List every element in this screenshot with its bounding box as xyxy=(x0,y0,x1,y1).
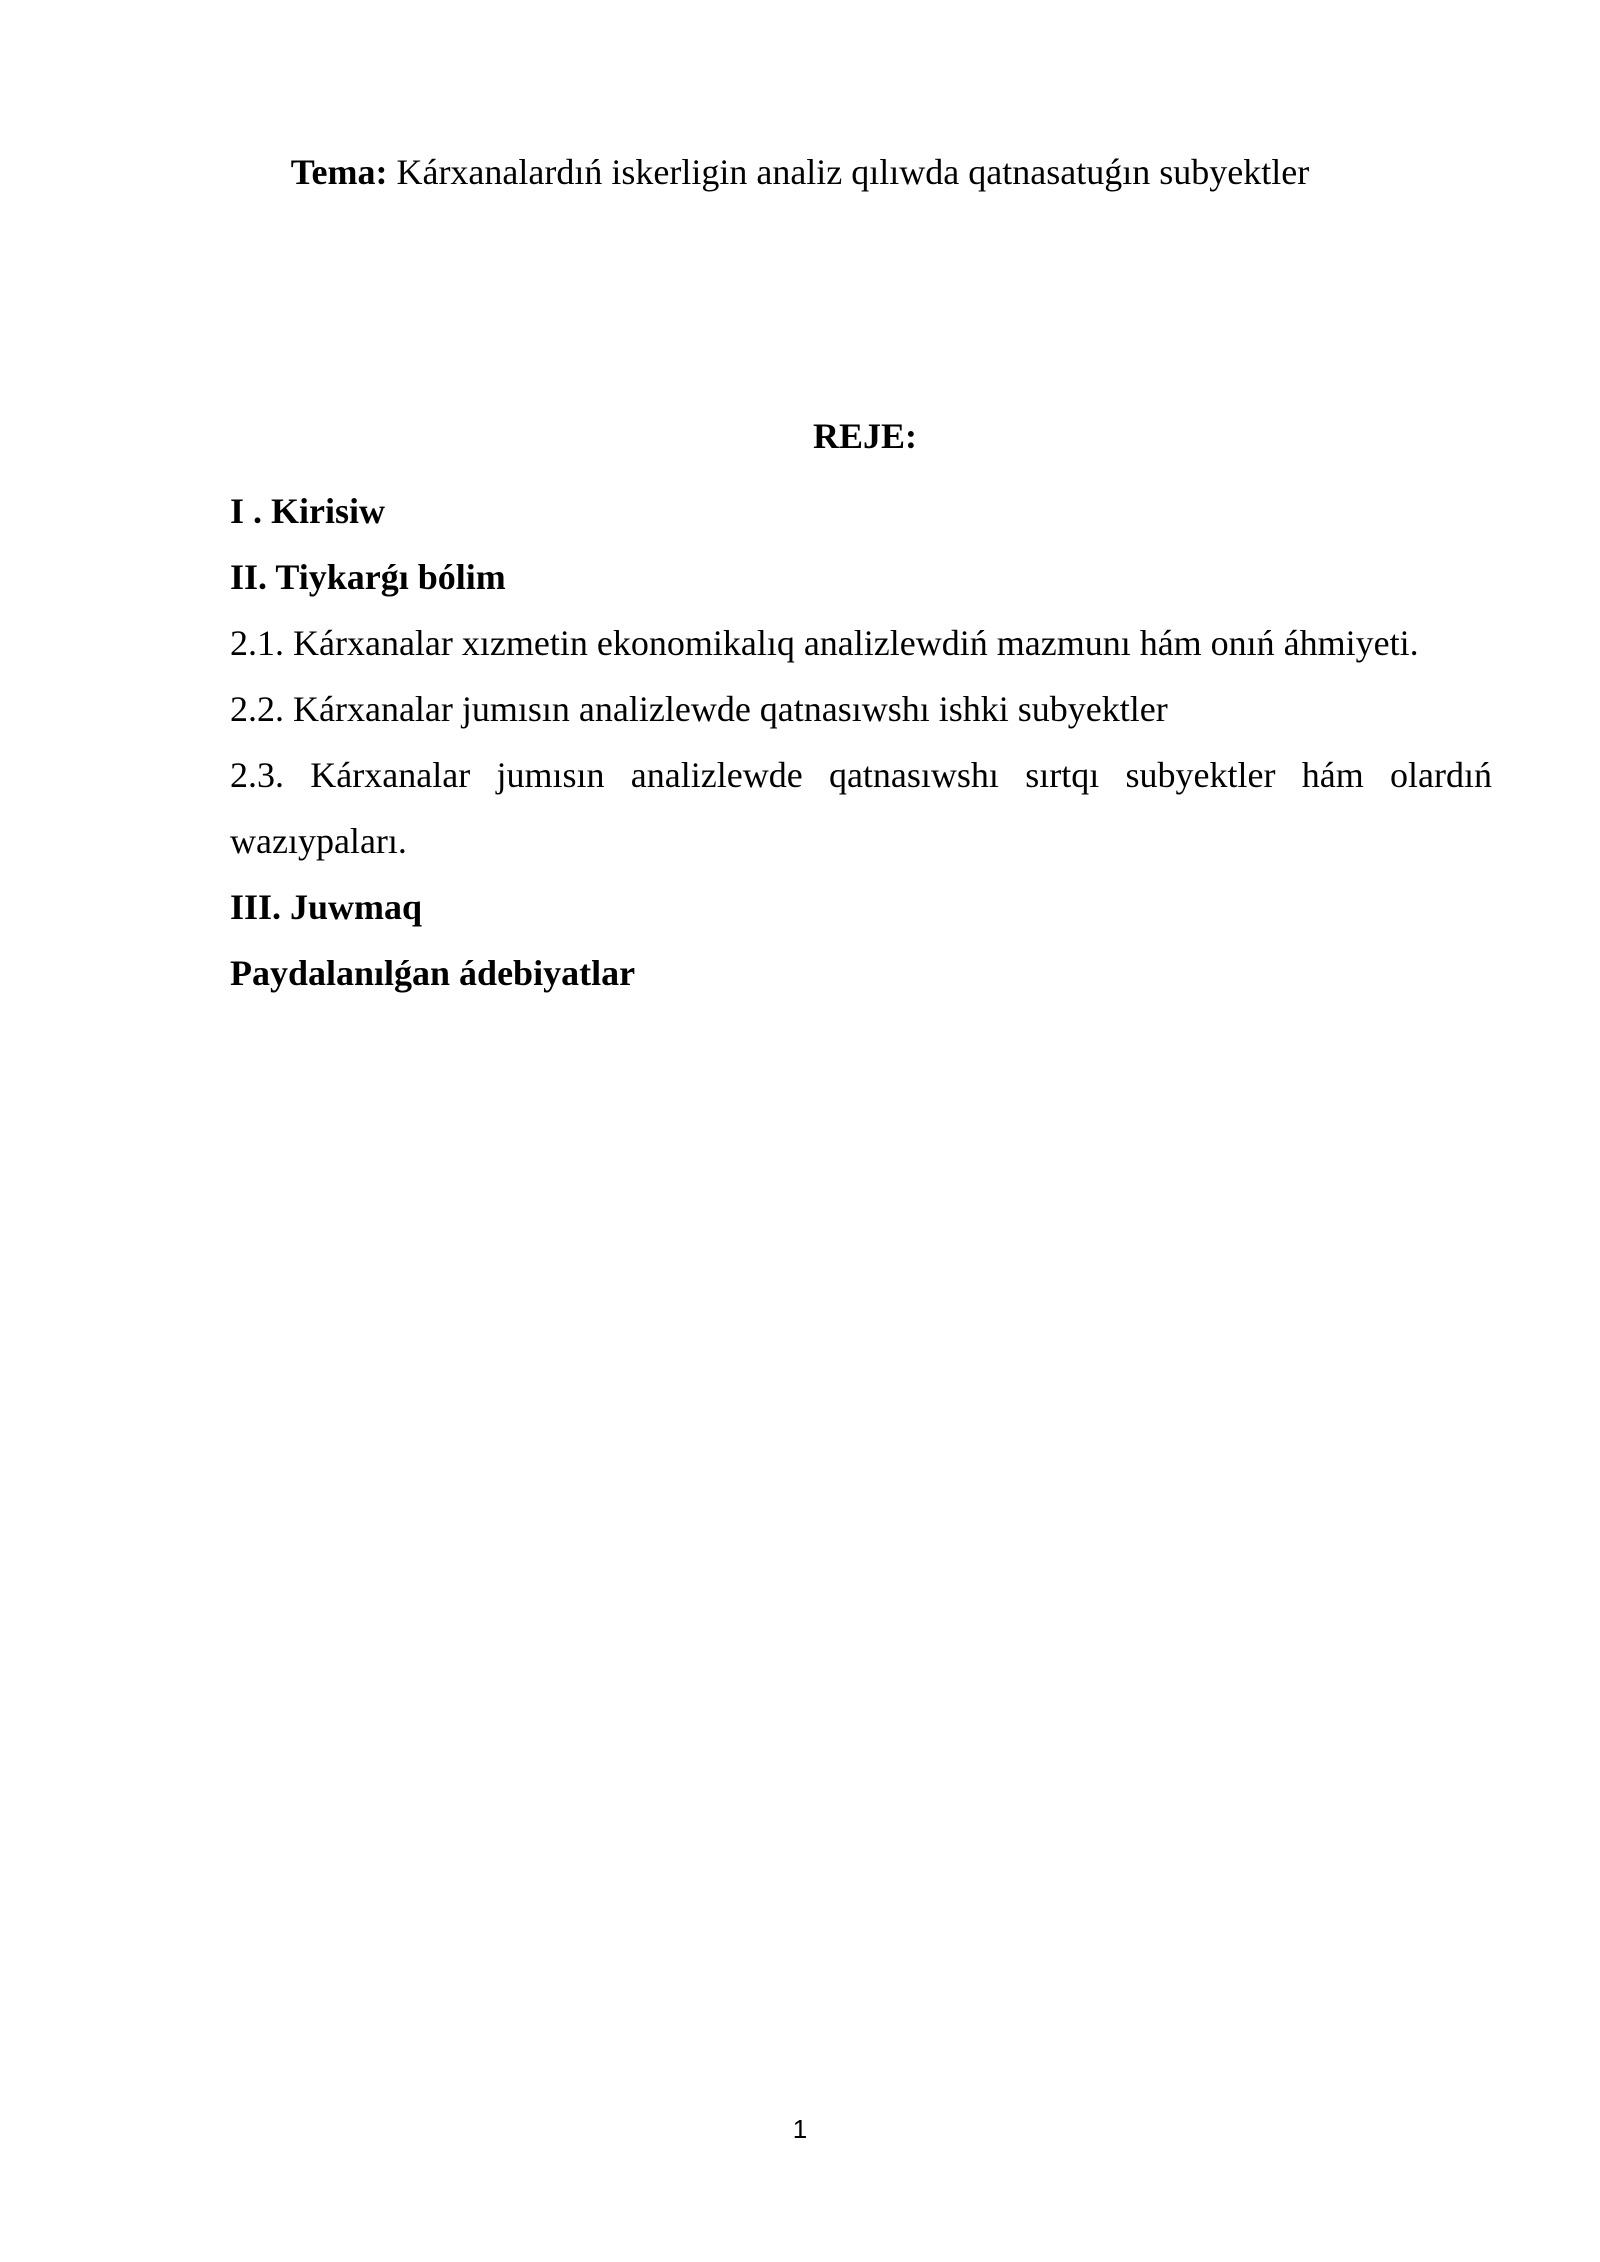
topic-line xyxy=(230,148,1370,196)
plan-heading: REJE: xyxy=(812,416,917,456)
outline-item-references: Paydalanılǵan ádebiyatlar xyxy=(230,953,636,993)
outline-item-main-part: II. Tiykarǵı bólim xyxy=(230,557,506,597)
outline-item-section-2-1: 2.1. Kárxanalar xızmetin ekonomikalıq analizlewdiń mazmunı hám onıń áhmiyeti. xyxy=(230,623,1419,663)
plan-outline xyxy=(230,478,1492,1006)
topic-text: Kárxanalardıń iskerligin analiz qılıwda qatnasatuǵın subyektler xyxy=(396,152,1310,192)
topic-label: Tema: xyxy=(290,152,388,192)
outline-item-intro: I . Kirisiw xyxy=(230,491,386,531)
page-number: 1 xyxy=(792,2114,808,2144)
outline-item-section-2-3: 2.3. Kárxanalar jumısın analizlewde qatnasıwshı sırtqı subyektler hám olardıń wazıypaları. xyxy=(230,755,1492,861)
outline-item-conclusion: III. Juwmaq xyxy=(230,887,423,927)
outline-item-section-2-2: 2.2. Kárxanalar jumısın analizlewde qatnasıwshı ishki subyektler xyxy=(230,689,1168,729)
